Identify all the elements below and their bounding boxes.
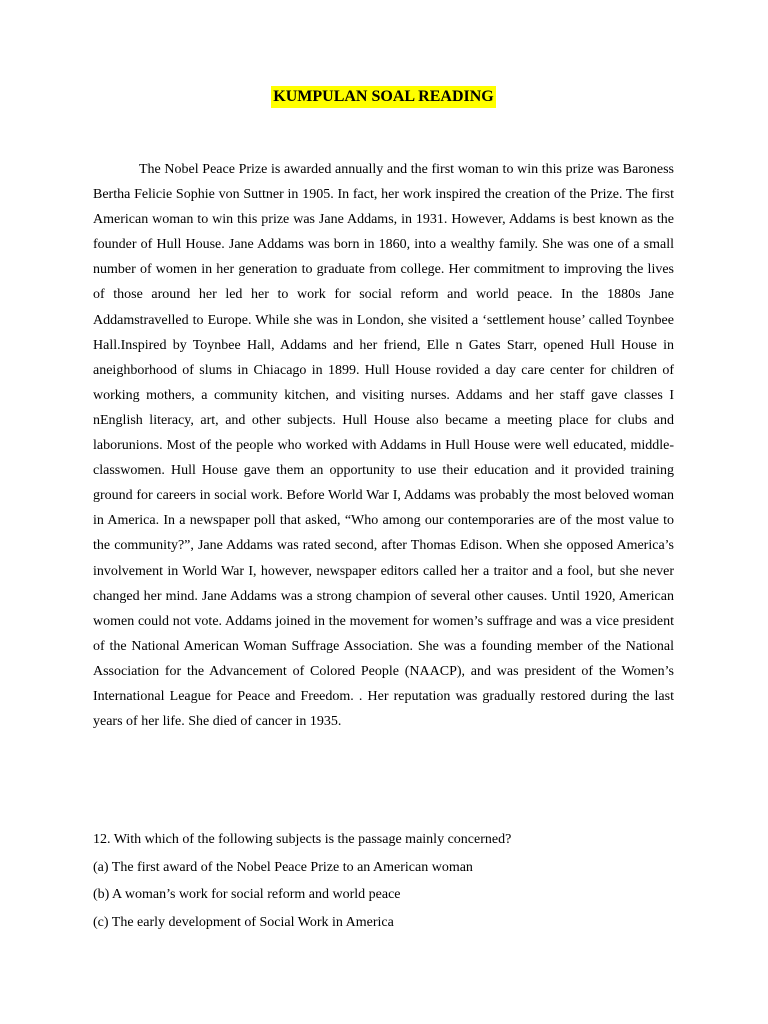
option-b: (b) A woman’s work for social reform and world peace xyxy=(93,887,401,902)
document-title: KUMPULAN SOAL READING xyxy=(271,86,495,108)
question-text: 12. With which of the following subjects is the passage mainly concerned? xyxy=(93,832,512,847)
option-a: (a) The first award of the Nobel Peace Prize to an American woman xyxy=(93,859,473,875)
reading-passage: The Nobel Peace Prize is awarded annually and the first woman to win this prize was Baroness Bertha Felicie Sophie von Suttner in 1905. In fact, her work inspired the creation of the Prize. The first American woman to win this prize was Jane Addams, in 1931. However, Addams is best known as the founder of Hull House. Jane Addams was born in 1860, into a wealthy family. She was one of a small number of women in her generation to graduate from college. Her commitment to improving the lives of those around her led her to work for social reform and world peace. In the 1880s Jane Addamstravelled to Europe. While she was in London, she visited a ‘settlement house’ called Toynbee Hall.Inspired by Toynbee Hall, Addams and her friend, Elle n Gates Starr, opened Hull House in aneighborhood of slums in Chiacago in 1899. Hull House rovided a day care center for children of working mothers, a community kitchen, and visiting nurses. Addams and her staff gave classes I nEnglish literacy, art, and other subjects. Hull House also became a meeting place for clubs and laborunions. Most of the people who worked with Addams in Hull House were well educated, middle- classwomen. Hull House gave them an opportunity to use their education and it provided training ground for careers in social work. Before World War I, Addams was probably the most beloved woman in America. In a newspaper poll that asked, “Who among our contemporaries are of the most value to the community?”, Jane Addams was rated second, after Thomas Edison. When she opposed America’s involvement in World War I, however, newspaper editors called her a traitor and a fool, but she never changed her mind. Jane Addams was a strong champion of several other causes. Until 1920, American women could not vote. Addams joined in the movement for women’s suffrage and was a vice president of the National American Woman Suffrage Association. She was a founding member of the National Association for the Advancement of Colored People (NAACP), and was president of the Women’s International League for Peace and Freedom. . Her reputation was gradually restored during the last years of her life. She died of cancer in 1935. xyxy=(93,162,674,730)
question-block xyxy=(93,826,674,936)
title-container xyxy=(93,86,674,108)
option-c: (c) The early development of Social Work in America xyxy=(93,914,394,930)
